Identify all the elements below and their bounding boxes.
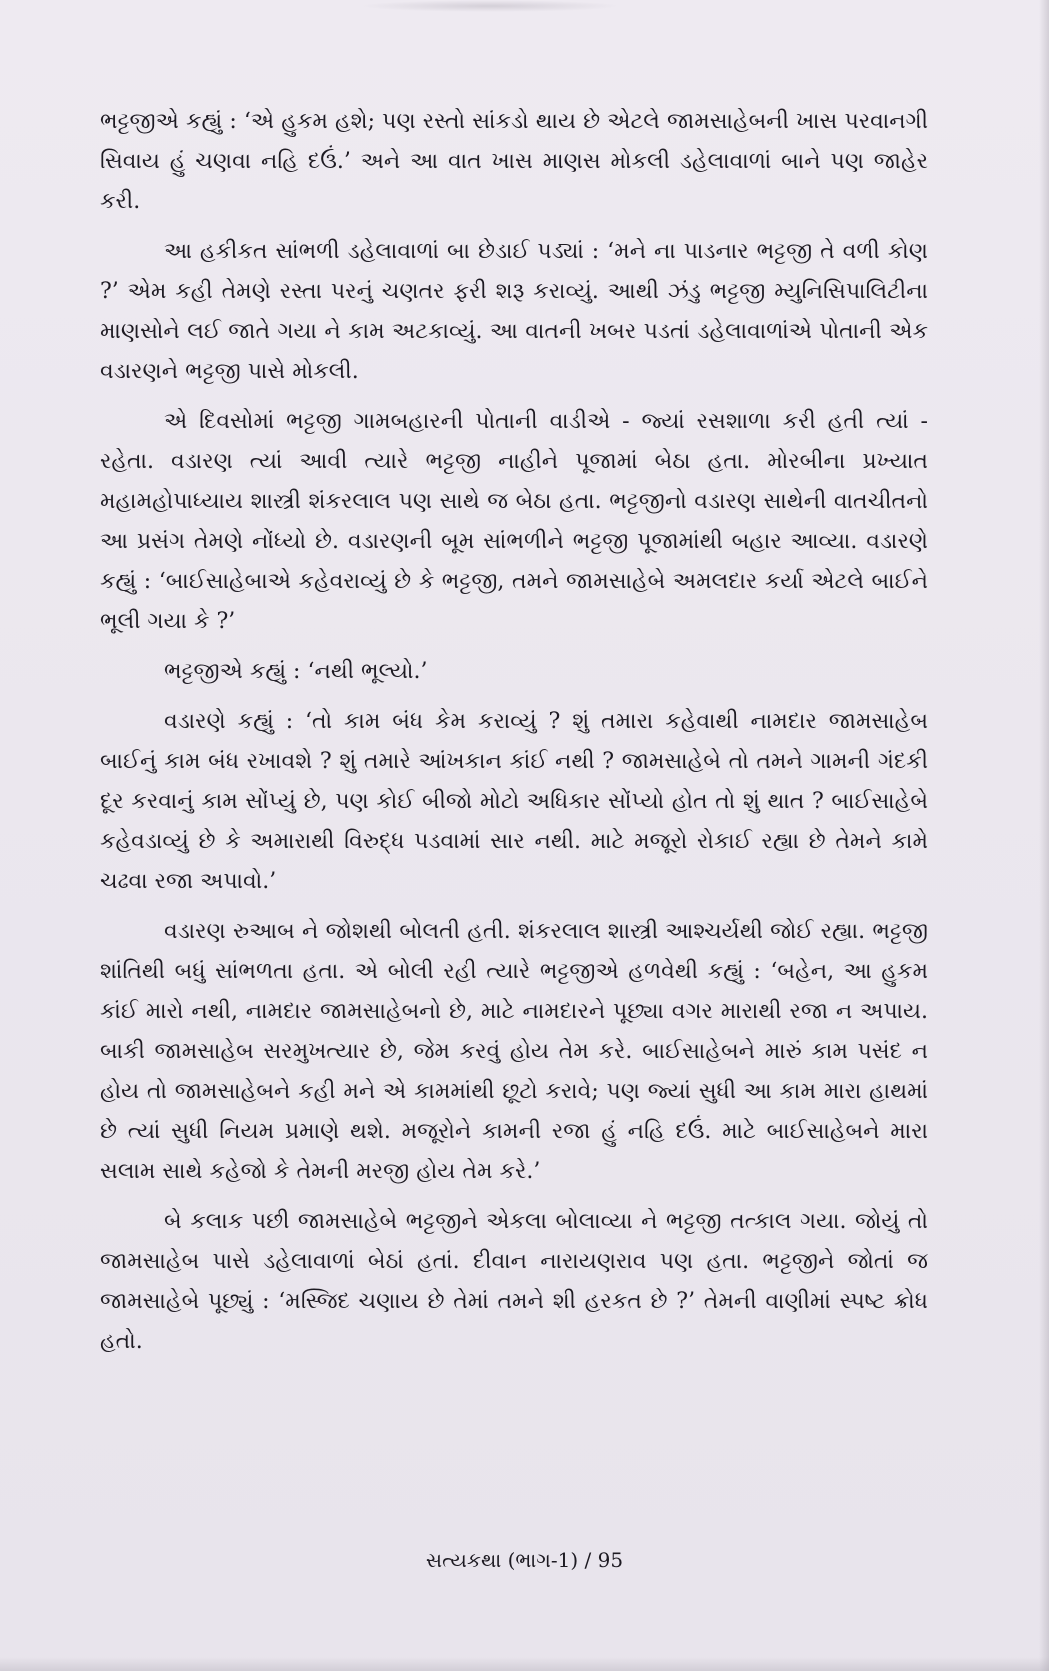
paragraph-7: બે કલાક પછી જામસાહેબે ભટ્ટજીને એકલા બોલાવ્યા ને ભટ્ટજી તત્કાલ ગયા. જોયું તો જામસાહેબ પાસે ડહેલાવાળાં બેઠાં હતાં. દીવાન નારાયણરાવ પણ હતા. ભટ્ટજીને જોતાં જ જામસાહેબે પૂછ્યું : ‘મસ્જિદ ચણાય છે તેમાં તમને શી હરકત છે ?’ તેમની વાણીમાં સ્પષ્ટ ક્રોધ હતો. — [100, 1209, 928, 1354]
scan-shadow-right — [1039, 0, 1049, 1671]
body-text — [100, 102, 928, 1372]
paragraph-4: ભટ્ટજીએ કહ્યું : ‘નથી ભૂલ્યો.’ — [164, 659, 428, 684]
paragraph-2: આ હકીકત સાંભળી ડહેલાવાળાં બા છેડાઈ પડ્યાં : ‘મને ના પાડનાર ભટ્ટજી તે વળી કોણ ?’ એમ કહી તેમણે રસ્તા પરનું ચણતર ફરી શરૂ કરાવ્યું. આથી ઝંડુ ભટ્ટજી મ્યુનિસિપાલિટીના માણસોને લઈ જાતે ગયા ને કામ અટકાવ્યું. આ વાતની ખબર પડતાં ડહેલાવાળાંએ પોતાની એક વડારણને ભટ્ટજી પાસે મોકલી. — [100, 239, 928, 384]
page-footer: સત્યકથા (ભાગ-1) / 95 — [425, 1548, 624, 1572]
scan-shadow-bottom — [0, 1657, 1049, 1671]
scan-shadow-top — [360, 0, 620, 12]
paragraph-6: વડારણ રુઆબ ને જોશથી બોલતી હતી. શંકરલાલ શાસ્ત્રી આશ્ચર્યથી જોઈ રહ્યા. ભટ્ટજી શાંતિથી બધું સાંભળતા હતા. એ બોલી રહી ત્યારે ભટ્ટજીએ હળવેથી કહ્યું : ‘બહેન, આ હુકમ કાંઈ મારો નથી, નામદાર જામસાહેબનો છે, માટે નામદારને પૂછ્યા વગર મારાથી રજા ન અપાય. બાકી જામસાહેબ સરમુખત્યાર છે, જેમ કરવું હોય તેમ કરે. બાઈસાહેબને મારું કામ પસંદ ન હોય તો જામસાહેબને કહી મને એ કામમાંથી છૂટો કરાવે; પણ જ્યાં સુધી આ કામ મારા હાથમાં છે ત્યાં સુધી નિયમ પ્રમાણે થશે. મજૂરોને કામની રજા હું નહિ દઉં. માટે બાઈસાહેબને મારા સલામ સાથે કહેજો કે તેમની મરજી હોય તેમ કરે.’ — [100, 919, 928, 1184]
paragraph-1: ભટ્ટજીએ કહ્યું : ‘એ હુકમ હશે; પણ રસ્તો સાંકડો થાય છે એટલે જામસાહેબની ખાસ પરવાનગી સિવાય હું ચણવા નહિ દઉં.’ અને આ વાત ખાસ માણસ મોકલી ડહેલાવાળાં બાને પણ જાહેર કરી. — [100, 109, 928, 214]
paragraph-5: વડારણે કહ્યું : ‘તો કામ બંધ કેમ કરાવ્યું ? શું તમારા કહેવાથી નામદાર જામસાહેબ બાઈનું કામ બંધ રખાવશે ? શું તમારે આંખકાન કાંઈ નથી ? જામસાહેબે તો તમને ગામની ગંદકી દૂર કરવાનું કામ સોંપ્યું છે, પણ કોઈ બીજો મોટો અધિકાર સોંપ્યો હોત તો શું થાત ? બાઈસાહેબે કહેવડાવ્યું છે કે અમારાથી વિરુદ્ધ પડવામાં સાર નથી. માટે મજૂરો રોકાઈ રહ્યા છે તેમને કામે ચઢવા રજા અપાવો.’ — [100, 709, 928, 894]
paragraph-3: એ દિવસોમાં ભટ્ટજી ગામબહારની પોતાની વાડીએ - જ્યાં રસશાળા કરી હતી ત્યાં - રહેતા. વડારણ ત્યાં આવી ત્યારે ભટ્ટજી નાહીને પૂજામાં બેઠા હતા. મોરબીના પ્રખ્યાત મહામહોપાધ્યાય શાસ્ત્રી શંકરલાલ પણ સાથે જ બેઠા હતા. ભટ્ટજીનો વડારણ સાથેની વાતચીતનો આ પ્રસંગ તેમણે નોંધ્યો છે. વડારણની બૂમ સાંભળીને ભટ્ટજી પૂજામાંથી બહાર આવ્યા. વડારણે કહ્યું : ‘બાઈસાહેબાએ કહેવરાવ્યું છે કે ભટ્ટજી, તમને જામસાહેબે અમલદાર કર્યા એટલે બાઈને ભૂલી ગયા કે ?’ — [100, 409, 928, 634]
